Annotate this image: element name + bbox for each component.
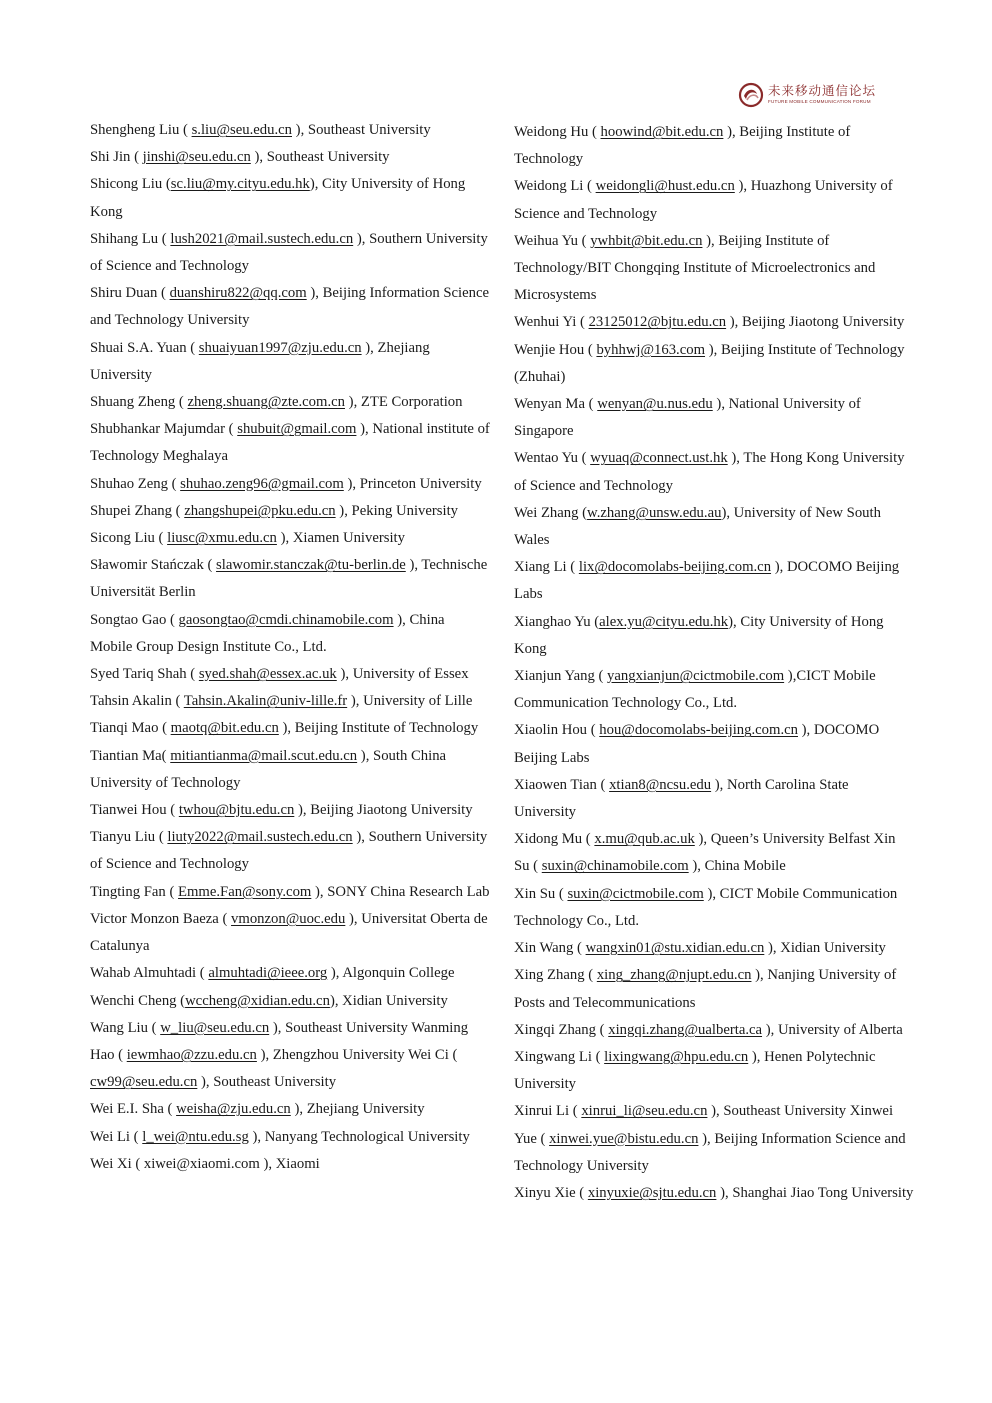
email-link[interactable]: xinyuxie@sjtu.edu.cn (587, 1184, 717, 1201)
author-text: Wei Zhang ( (514, 504, 588, 521)
author-text: ), Shanghai Jiao Tong University (716, 1184, 914, 1201)
author-entry (514, 391, 914, 445)
author-entry (514, 337, 914, 391)
email-link[interactable]: twhou@bjtu.edu.cn (178, 802, 295, 819)
author-text: Xin Su ( (514, 885, 568, 902)
author-text: Xingwang Li ( (514, 1048, 605, 1065)
author-entry (90, 117, 490, 144)
author-text: ), Beijing Institute of Technology (514, 124, 851, 168)
email-link[interactable]: suxin@chinamobile.com (541, 858, 689, 875)
author-text: ), Algonquin College (327, 965, 455, 982)
author-entry (90, 552, 490, 606)
logo-chinese-name: 未来移动通信论坛 (768, 84, 877, 99)
author-entry (514, 1044, 914, 1098)
author-entry (514, 173, 914, 227)
author-text: ), Southern University of Science and Technology (90, 829, 488, 873)
author-text: ), China Mobile Group Design Institute Co., Ltd. (90, 611, 445, 655)
author-text: ), ZTE Corporation (345, 394, 463, 411)
author-entry (514, 772, 914, 826)
author-text: ), CICT Mobile Communication Technology Co., Ltd. (514, 885, 898, 929)
author-text: Wentao Yu ( (514, 450, 591, 467)
email-link[interactable]: sc.liu@my.cityu.edu.hk (170, 176, 310, 193)
author-entry (514, 1180, 914, 1207)
author-entry (514, 609, 914, 663)
email-link[interactable]: liusc@xmu.edu.cn (167, 530, 277, 547)
author-text: Wenhui Yi ( (514, 314, 589, 331)
email-link[interactable]: hoowind@bit.edu.cn (600, 124, 724, 140)
author-text: Shupei Zhang ( (90, 502, 185, 519)
author-text: ), Xidian University (764, 940, 886, 957)
author-entry (90, 879, 490, 906)
author-text: Weidong Hu ( (514, 124, 601, 140)
author-entry (514, 826, 914, 880)
email-link[interactable]: xing_zhang@njupt.edu.cn (596, 967, 752, 984)
author-text: ), China Mobile (688, 858, 786, 875)
author-text: ), Beijing Jiaotong University (726, 314, 905, 331)
author-entry (90, 906, 490, 960)
author-text: Shuang Zheng ( (90, 394, 188, 411)
author-entry (514, 309, 914, 336)
email-link[interactable]: shuhao.zeng96@gmail.com (180, 475, 344, 492)
author-entry (90, 1151, 490, 1178)
author-text: ), Southeast University (197, 1074, 337, 1091)
author-entry (90, 525, 490, 552)
author-text: ), Beijing Information Science and Technology University (514, 1130, 906, 1174)
logo-text (768, 85, 876, 104)
author-text: Weidong Li ( (514, 178, 596, 195)
author-text: ), Huazhong University of Science and Technology (514, 178, 893, 222)
email-link[interactable]: gaosongtao@cmdi.chinamobile.com (178, 611, 394, 628)
email-link[interactable]: Emme.Fan@sony.com (178, 883, 312, 900)
author-entry (90, 1096, 490, 1123)
author-entry (514, 663, 914, 717)
author-text: ), National University of Singapore (514, 396, 861, 440)
author-entry (90, 1124, 490, 1151)
author-text: ), Universitat Oberta de Catalunya (90, 910, 488, 955)
author-entry (514, 1017, 914, 1044)
author-text: ), Beijing Institute of Technology (Zhuhai) (514, 341, 905, 385)
author-text: Shicong Liu ( (90, 176, 171, 193)
author-text: Tiantian Ma( (90, 747, 171, 764)
author-entry (514, 554, 914, 608)
author-text: ), University of New South Wales (514, 504, 881, 549)
author-text: Xinyu Xie ( (514, 1184, 588, 1201)
author-text: ), Technische Universität Berlin (90, 557, 488, 601)
author-entry (90, 335, 490, 389)
email-link[interactable]: suxin@cictmobile.com (567, 885, 704, 902)
email-link[interactable]: s.liu@seu.edu.cn (191, 122, 292, 138)
author-entry (514, 445, 914, 499)
author-text: ), National institute of Technology Meghalaya (90, 421, 490, 465)
author-text: Xing Zhang ( (514, 967, 597, 984)
author-text: ), Xidian University (329, 992, 448, 1009)
author-text: Shuai S.A. Yuan ( (90, 339, 199, 356)
author-text: Wang Liu ( (90, 1019, 161, 1036)
author-text: ), Peking University (335, 502, 459, 519)
author-entry (90, 416, 490, 470)
author-text: ), South China University of Technology (90, 747, 447, 791)
author-text: Syed Tariq Shah ( (90, 666, 199, 683)
email-link[interactable]: zhangshupei@pku.edu.cn (184, 502, 336, 519)
author-text: ), Henen Polytechnic University (514, 1048, 876, 1093)
author-text: ), University of Lille (347, 693, 473, 710)
email-link[interactable]: vmonzon@uoc.edu (231, 910, 346, 927)
email-link[interactable]: wangxin01@stu.xidian.edu.cn (585, 940, 765, 957)
email-link[interactable]: l_wei@ntu.edu.sg (142, 1128, 249, 1145)
author-entry (90, 797, 490, 824)
author-entry (90, 960, 490, 987)
author-entry (90, 661, 490, 688)
author-text: ), Beijing Jiaotong University (294, 802, 473, 819)
email-link[interactable]: duanshiru822@qq.com (169, 285, 307, 302)
right-author-column (514, 119, 914, 1207)
author-text: ), Xiamen University (276, 530, 405, 547)
author-text: ), Southeast University Wanming Hao ( (90, 1019, 469, 1063)
email-link[interactable]: Tahsin.Akalin@univ-lille.fr (183, 693, 348, 710)
author-text: ), City University of Hong Kong (514, 613, 884, 657)
author-text: ), Southeast University (292, 122, 431, 138)
author-text: Shiru Duan ( (90, 285, 170, 302)
author-text: Wahab Almuhtadi ( (90, 965, 209, 982)
email-link[interactable]: ywhbit@bit.edu.cn (590, 232, 703, 249)
author-text: Tahsin Akalin ( (90, 693, 184, 710)
author-text: Xiaowen Tian ( (514, 776, 610, 793)
author-text: ), Queen’s University Belfast Xin Su ( (514, 831, 896, 875)
author-text: Wei Xi ( xiwei@xiaomi.com ), Xiaomi (90, 1155, 320, 1172)
author-text: ), Zhejiang University (90, 339, 430, 383)
author-text: ), DOCOMO Beijing Labs (514, 722, 880, 766)
email-link[interactable]: shuaiyuan1997@zju.edu.cn (198, 339, 362, 356)
email-link[interactable]: almuhtadi@ieee.org (208, 965, 328, 982)
author-text: ), Beijing Institute of Technology/BIT Chongqing Institute of Microelectronics and Microsystems (514, 232, 876, 304)
email-link[interactable]: yangxianjun@cictmobile.com (607, 668, 785, 685)
author-text: Shi Jin ( (90, 149, 143, 166)
author-text: ), Southeast University (250, 149, 390, 166)
author-text: Xianghao Yu ( (514, 613, 600, 630)
author-text: ), City University of Hong Kong (90, 176, 466, 220)
author-text: Sławomir Stańczak ( (90, 557, 217, 574)
email-link[interactable]: 23125012@bjtu.edu.cn (588, 314, 727, 331)
author-text: Xiang Li ( (514, 559, 579, 576)
author-entry (514, 500, 914, 554)
email-link[interactable]: syed.shah@essex.ac.uk (198, 666, 337, 683)
author-text: ), University of Alberta (762, 1021, 903, 1038)
author-entry (514, 119, 914, 173)
author-text: ), University of Essex (336, 666, 469, 683)
email-link[interactable]: lush2021@mail.sustech.edu.cn (170, 230, 354, 247)
forum-logo-icon (738, 82, 764, 108)
author-text: Sicong Liu ( (90, 530, 168, 547)
author-text: Xingqi Zhang ( (514, 1021, 609, 1038)
author-text: ), Nanjing University of Posts and Telecommunications (514, 967, 897, 1011)
author-text: Tianyu Liu ( (90, 829, 168, 846)
email-link[interactable]: cw99@seu.edu.cn (90, 1074, 198, 1091)
author-text: ), Princeton University (343, 475, 482, 492)
author-text: ), The Hong Kong University of Science and Technology (514, 450, 905, 494)
email-link[interactable]: xinrui_li@seu.edu.cn (581, 1103, 708, 1120)
author-entry (90, 389, 490, 416)
author-text: Shihang Lu ( (90, 230, 171, 247)
author-text: ), DOCOMO Beijing Labs (514, 559, 900, 603)
author-text: Tianwei Hou ( (90, 802, 179, 819)
author-entry (514, 1098, 914, 1180)
forum-logo (738, 80, 888, 110)
author-entry (514, 935, 914, 962)
author-entry (90, 226, 490, 280)
email-link[interactable]: alex.yu@cityu.edu.hk (599, 613, 729, 630)
author-text: Wenchi Cheng ( (90, 992, 186, 1009)
author-entry (90, 988, 490, 1015)
author-text: Wenjie Hou ( (514, 341, 597, 358)
email-link[interactable]: hou@docomolabs-beijing.com.cn (599, 722, 798, 739)
author-entry (90, 280, 490, 334)
email-link[interactable]: xinwei.yue@bistu.edu.cn (549, 1130, 699, 1147)
author-text: Shuhao Zeng ( (90, 475, 181, 492)
author-entry (90, 715, 490, 742)
email-link[interactable]: zheng.shuang@zte.com.cn (187, 394, 345, 411)
author-entry (514, 717, 914, 771)
author-text: Xinrui Li ( (514, 1103, 582, 1120)
email-link[interactable]: liuty2022@mail.sustech.edu.cn (167, 829, 353, 846)
author-text: Xidong Mu ( (514, 831, 595, 848)
author-text: ), Zhejiang University (290, 1101, 425, 1118)
email-link[interactable]: w.zhang@unsw.edu.au (587, 504, 722, 521)
email-link[interactable]: lixingwang@hpu.edu.cn (604, 1048, 749, 1065)
email-link[interactable]: wyuaq@connect.ust.hk (590, 450, 728, 467)
author-entry (90, 1015, 490, 1097)
author-text: Tianqi Mao ( (90, 720, 171, 737)
email-link[interactable]: xingqi.zhang@ualberta.ca (608, 1021, 763, 1038)
author-text: ), Southeast University Xinwei Yue ( (514, 1103, 894, 1147)
email-link[interactable]: mitiantianma@mail.scut.edu.cn (170, 747, 358, 764)
author-text: Shengheng Liu ( (90, 122, 192, 138)
author-text: Wenyan Ma ( (514, 396, 598, 413)
email-link[interactable]: weidongli@hust.edu.cn (595, 178, 735, 195)
author-text: ),CICT Mobile Communication Technology Co., Ltd. (514, 668, 876, 712)
author-entry (514, 962, 914, 1016)
author-text: Weihua Yu ( (514, 232, 591, 249)
email-link[interactable]: w_liu@seu.edu.cn (160, 1019, 270, 1036)
author-text: Songtao Gao ( (90, 611, 179, 628)
email-link[interactable]: x.mu@qub.ac.uk (594, 831, 695, 848)
email-link[interactable]: wenyan@u.nus.edu (597, 396, 713, 413)
author-text: Xiaolin Hou ( (514, 722, 600, 739)
author-text: ), Southern University of Science and Technology (90, 230, 488, 275)
logo-english-name: FUTURE MOBILE COMMUNICATION FORUM (768, 98, 871, 104)
left-author-column (90, 117, 490, 1178)
email-link[interactable]: jinshi@seu.edu.cn (142, 149, 251, 166)
author-entry (90, 498, 490, 525)
email-link[interactable]: lix@docomolabs-beijing.com.cn (578, 559, 772, 576)
author-text: Xianjun Yang ( (514, 668, 608, 685)
author-text: ), North Carolina State University (514, 776, 849, 821)
author-text: ), Zhengzhou University Wei Ci ( (256, 1046, 458, 1063)
email-link[interactable]: slawomir.stanczak@tu-berlin.de (216, 557, 406, 574)
author-text: ), Beijing Information Science and Technology University (90, 285, 490, 329)
author-entry (90, 144, 490, 171)
email-link[interactable]: wccheng@xidian.edu.cn (185, 992, 330, 1009)
author-text: Xin Wang ( (514, 940, 586, 957)
author-text: Tingting Fan ( (90, 883, 179, 900)
author-text: ), Beijing Institute of Technology (278, 720, 479, 737)
author-text: Victor Monzon Baeza ( (90, 910, 232, 927)
email-link[interactable]: weisha@zju.edu.cn (176, 1101, 291, 1118)
author-text: Wei Li ( (90, 1128, 143, 1145)
author-entry (90, 688, 490, 715)
email-link[interactable]: iewmhao@zzu.edu.cn (126, 1046, 257, 1063)
email-link[interactable]: shubuit@gmail.com (237, 421, 357, 438)
email-link[interactable]: maotq@bit.edu.cn (170, 720, 279, 737)
author-entry (90, 607, 490, 661)
author-entry (90, 824, 490, 878)
author-entry (514, 881, 914, 935)
author-entry (90, 743, 490, 797)
author-text: Wei E.I. Sha ( (90, 1101, 177, 1118)
author-text: Shubhankar Majumdar ( (90, 421, 238, 438)
email-link[interactable]: byhhwj@163.com (596, 341, 706, 358)
author-entry (514, 228, 914, 310)
author-text: ), SONY China Research Lab (311, 883, 490, 900)
author-entry (90, 171, 490, 225)
author-entry (90, 471, 490, 498)
author-text: ), Nanyang Technological University (248, 1128, 470, 1145)
email-link[interactable]: xtian8@ncsu.edu (609, 776, 712, 793)
